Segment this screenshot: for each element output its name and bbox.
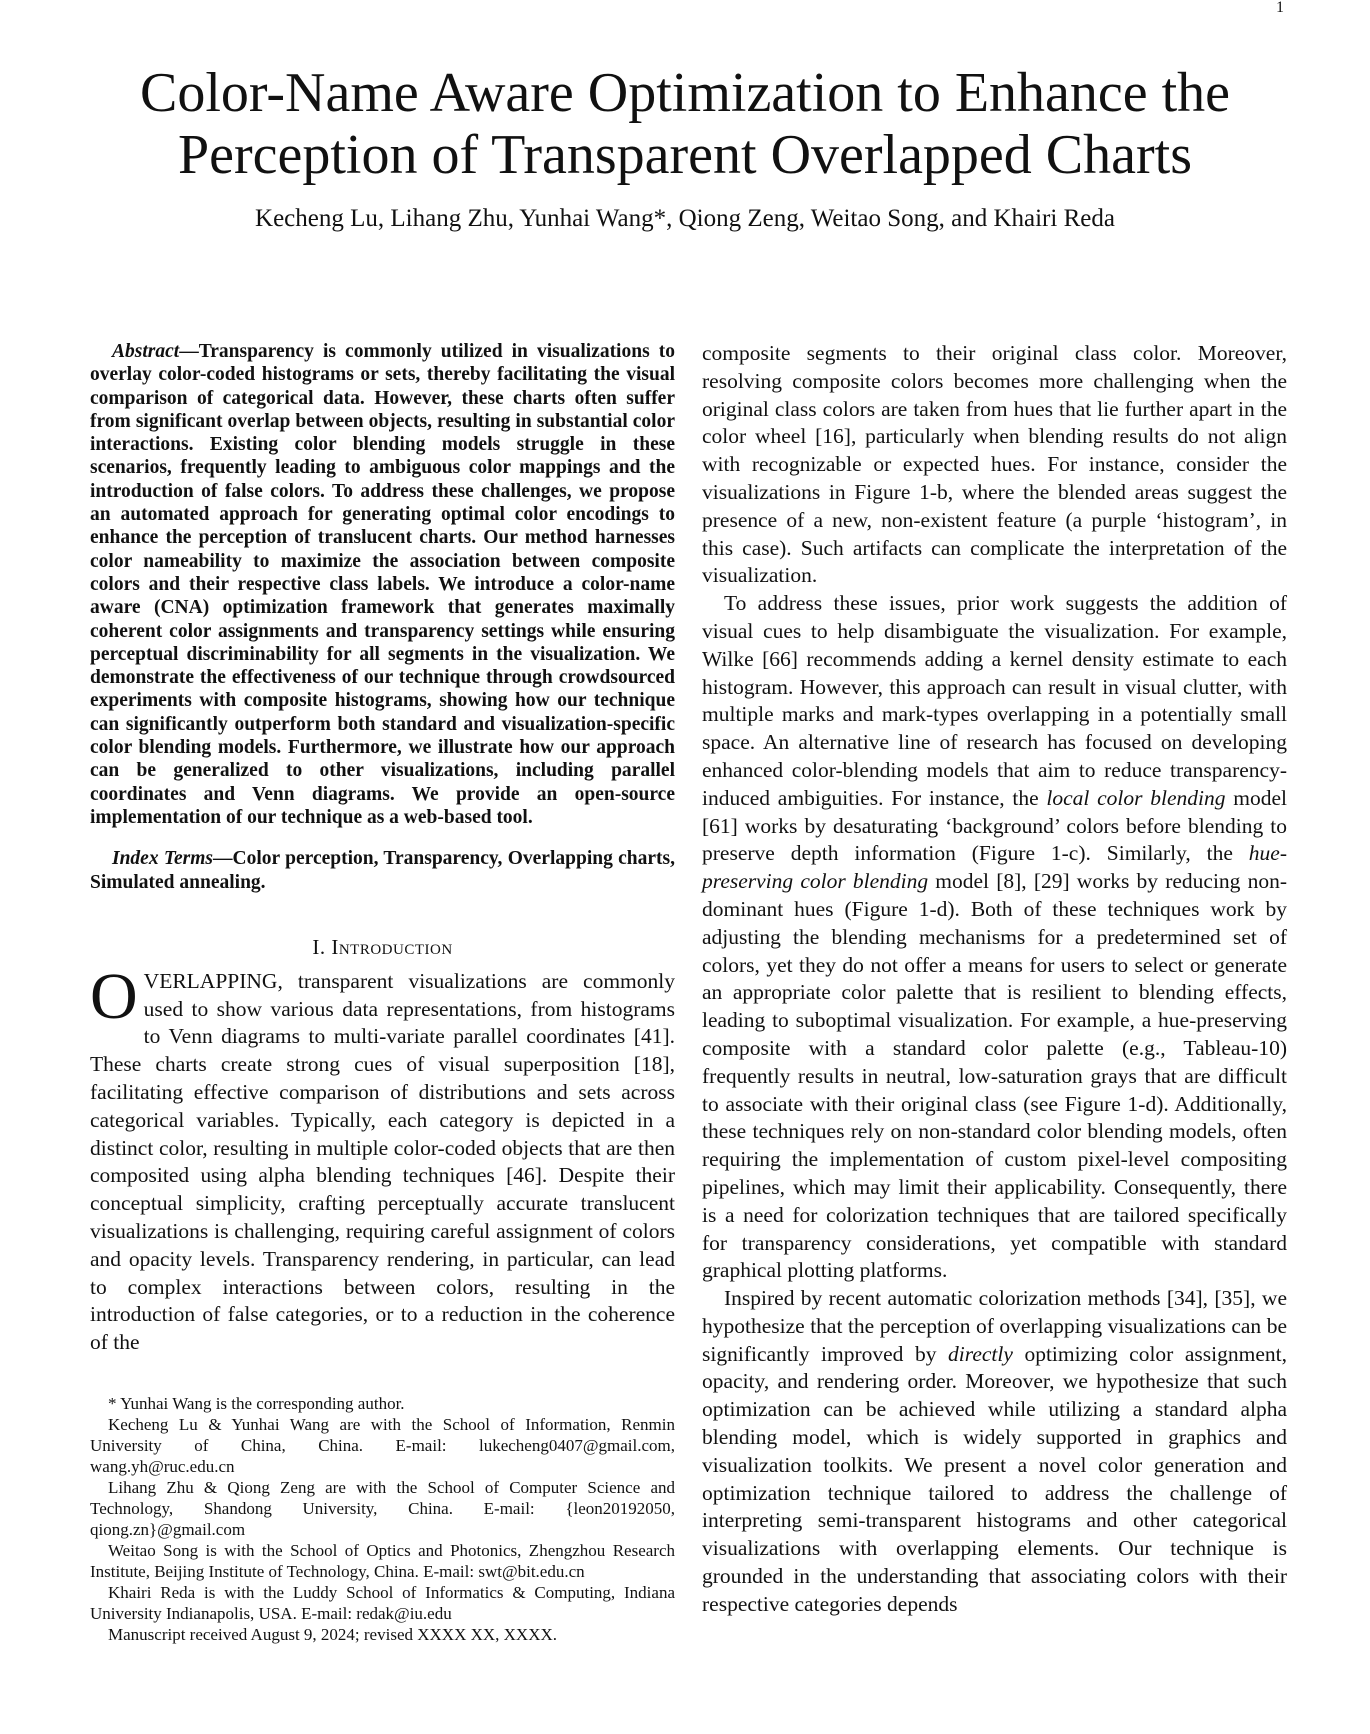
index-terms: [90, 847, 675, 894]
p2-text-b: model [61] works by desaturating ‘background’ colors before blending to preserve depth information (Figure 1-c). Similarly, the: [702, 785, 1287, 866]
footnote-item: Weitao Song is with the School of Optics and Photonics, Zhengzhou Research Institute, Beijing Institute of Technology, China. E-mail: swt@bit.edu.cn: [90, 1540, 675, 1581]
p2-text-c: model [8], [29] works by reducing non-dominant hues (Figure 1-d). Both of these techniques work by adjusting the blending mechanisms for a predetermined set of colors, yet they do not offer a means for users to select or generate an appropriate color palette that is resilient to blending effects, leading to suboptimal visualization. For example, a hue-preserving composite with a standard color palette (e.g., Tableau-10) frequently results in neutral, low-saturation grays that are difficult to associate with their original class (see Figure 1-d). Additionally, these techniques rely on non-standard color blending models, often requiring the implementation of custom pixel-level compositing pipelines, which may limit their applicability. Consequently, there is a need for colorization techniques that are tailored specifically for transparency considerations, yet compatible with standard graphical plotting platforms.: [702, 869, 1288, 1283]
paper-title: [0, 62, 1370, 186]
p2-emphasis-2: hue-preserving color blending: [702, 841, 1287, 894]
p2-emphasis-1: local color blending: [1046, 785, 1226, 810]
section-title: Introduction: [331, 934, 453, 959]
footnote-item: * Yunhai Wang is the corresponding author.: [108, 1393, 405, 1413]
p2-text-a: To address these issues, prior work suggests the addition of visual cues to help disambiguate the visualization. For example, Wilke [66] recommends adding a kernel density estimate to each histogram. However, this approach can result in visual clutter, with multiple marks and mark-types overlapping in a potentially small space. An alternative line of research has focused on developing enhanced color-blending models that aim to reduce transparency-induced ambiguities. For instance, the: [702, 591, 1287, 810]
body-paragraph-1: composite segments to their original class color. Moreover, resolving composite colors becomes more challenging when the original class colors are taken from hues that lie further apart in the color wheel [16], particularly when blending results do not align with recognizable or expected hues. For instance, consider the visualizations in Figure 1-b, where the blended areas suggest the presence of a new, non-existent feature (a purple ‘histogram’, in this case). Such artifacts can complicate the interpretation of the visualization.: [702, 341, 1287, 588]
left-column: [90, 340, 675, 1645]
intro-paragraph: [90, 959, 675, 1357]
intro-text: transparent visualizations are commonly used to show various data representations, from histograms to Venn diagrams to multi-variate parallel coordinates [41]. These charts create strong cues of visual superposition [18], facilitating effective comparison of distributions and sets across categorical variables. Typically, each category is depicted in a distinct color, resulting in multiple color-coded objects that are then composited using alpha blending techniques [46]. Despite their conceptual simplicity, crafting perceptually accurate translucent visualizations is challenging, requiring careful assignment of colors and opacity levels. Transparency rendering, in particular, can lead to complex interactions between colors, resulting in the introduction of false categories, or to a reduction in the coherence of the: [90, 968, 675, 1355]
footnote-item: Kecheng Lu & Yunhai Wang are with the School of Information, Renmin University of China, China. E-mail: lukecheng0407@gmail.com, wang.yh@ruc.edu.cn: [90, 1414, 675, 1476]
title-line-2: Perception of Transparent Overlapped Charts: [178, 124, 1192, 186]
p3-emphasis: directly: [948, 1341, 1013, 1366]
index-terms-text: —Color perception, Transparency, Overlapping charts, Simulated annealing.: [90, 848, 676, 893]
body-paragraph-3: [702, 1285, 1287, 1619]
index-terms-label: Index Terms: [112, 848, 214, 870]
section-heading: [90, 934, 675, 960]
footnotes: [90, 1393, 675, 1645]
abstract-text: —Transparency is commonly utilized in visualizations to overlay color-coded histograms or sets, thereby facilitating the visual comparison of categorical data. However, these charts often suffer from significant overlap between objects, resulting in substantial color interactions. Existing color blending models struggle in these scenarios, frequently leading to ambiguous color mappings and the introduction of false colors. To address these challenges, we propose an automated approach for generating optimal color encodings to enhance the perception of translucent charts. Our method harnesses color nameability to maximize the association between composite colors and their respective class labels. We introduce a color-name aware (CNA) optimization framework that generates maximally coherent color assignments and transparency settings while ensuring perceptual discriminability for all segments in the visualization. We demonstrate the effectiveness of our technique through crowdsourced experiments with composite histograms, showing how our technique can significantly outperform both standard and visualization-specific color blending models. Furthermore, we illustrate how our approach can be generalized to other visualizations, including parallel coordinates and Venn diagrams. We provide an open-source implementation of our technique as a web-based tool.: [90, 341, 675, 828]
section-number: I.: [312, 934, 326, 959]
abstract-label: Abstract: [112, 341, 180, 362]
title-line-1: Color-Name Aware Optimization to Enhance the: [139, 62, 1231, 124]
drop-cap: O: [90, 959, 138, 1033]
author-list: Kecheng Lu, Lihang Zhu, Yunhai Wang*, Qiong Zeng, Weitao Song, and Khairi Reda: [255, 205, 1115, 232]
p3-text-a: Inspired by recent automatic colorization methods [34], [35], we hypothesize that the perception of overlapping visualizations can be significantly improved by: [702, 1286, 1287, 1366]
page-number: 1: [1276, 0, 1284, 16]
footnote-item: Khairi Reda is with the Luddy School of Informatics & Computing, Indiana University Indianapolis, USA. E-mail: redak@iu.edu: [90, 1582, 675, 1623]
intro-lead: VERLAPPING,: [143, 968, 283, 993]
abstract: [90, 340, 675, 829]
p3-text-b: optimizing color assignment, opacity, and rendering order. Moreover, we hypothesize that such optimization can be achieved while utilizing a standard alpha blending model, which is widely supported in graphics and visualization toolkits. We present a novel color generation and optimization technique tailored to address the challenge of interpreting semi-transparent histograms and other categorical visualizations with overlapping elements. Our technique is grounded in the understanding that associating colors with their respective categories depends: [702, 1341, 1287, 1616]
right-column: [702, 340, 1287, 1619]
footnote-item: Manuscript received August 9, 2024; revised XXXX XX, XXXX.: [108, 1624, 558, 1644]
body-paragraph-2: [702, 590, 1287, 1285]
footnote-item: Lihang Zhu & Qiong Zeng are with the School of Computer Science and Technology, Shandong University, China. E-mail: {leon20192050, qiong.zn}@gmail.com: [90, 1477, 675, 1539]
